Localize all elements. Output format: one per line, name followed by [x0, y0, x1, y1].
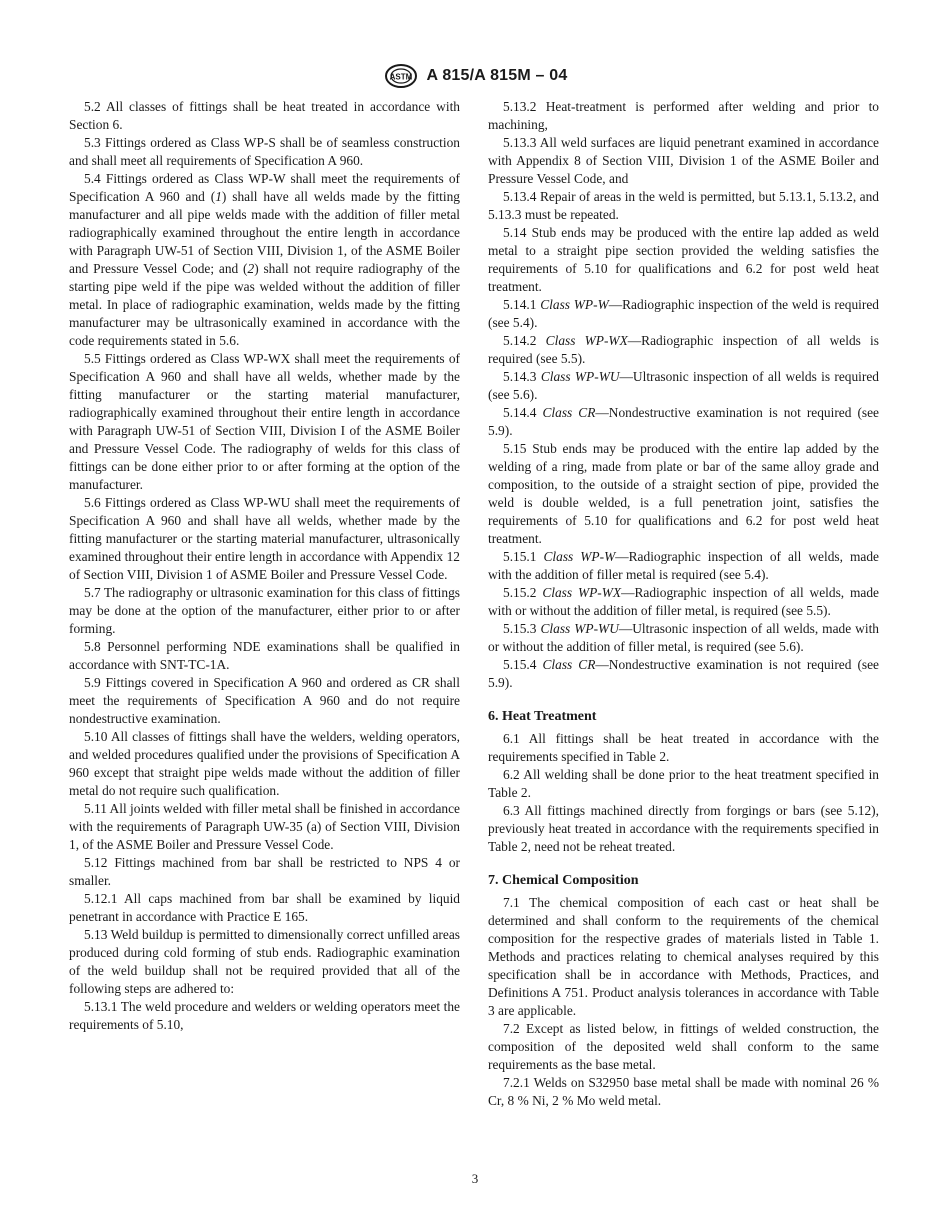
- paragraph-5-5: 5.5 Fittings ordered as Class WP-WX shall meet the requirements of Specification A 960 and shall have all welds, whether made by the fitting manufacturer or the starting material manufacturer, radiographically examined throughout their entire length in accordance with Paragraph UW-51 of Section VIII, Division I of the ASME Boiler and Pressure Vessel Code. The radiography of welds for this class of fittings can be done either prior to or after forming at the option of the manufacturer.: [69, 351, 460, 492]
- paragraph-5-15-4: [488, 656, 879, 692]
- clause-text: —Nondestructive examination is not required (see 5.9).: [488, 657, 879, 690]
- clause-text: —Radiographic inspection of all welds is required (see 5.5).: [488, 333, 879, 366]
- paragraph-5-4-part-b: ) shall have all welds made by the fitting manufacturer and all pipe welds made with the addition of filler metal radiographically examined throughout the entire length in accordance with Paragraph UW-51 of Section VIII, Division 1, of the ASME Boiler and Pressure Vessel Code; and (: [69, 189, 460, 276]
- list-marker-1: 1: [215, 189, 222, 204]
- clause-number: 5.14.2: [503, 333, 537, 348]
- clause-number: 5.15.1: [503, 549, 537, 564]
- clause-number: 5.14.1: [503, 297, 537, 312]
- class-name: Class WP-W: [543, 549, 616, 564]
- class-name: Class WP-WU: [540, 369, 620, 384]
- clause-number: 5.14.3: [503, 369, 537, 384]
- paragraph-5-15-2: [488, 584, 879, 620]
- left-column: [69, 98, 460, 1034]
- paragraph-5-12: 5.12 Fittings machined from bar shall be restricted to NPS 4 or smaller.: [69, 855, 460, 888]
- paragraph-5-7: 5.7 The radiography or ultrasonic examination for this class of fittings may be done at the option of the manufacturer, either prior to or after forming.: [69, 585, 460, 636]
- paragraph-5-14: 5.14 Stub ends may be produced with the entire lap added as weld metal to a straight pipe section provided the welding satisfies the requirements of 5.10 for qualifications and 6.2 for post weld heat treatment.: [488, 225, 879, 294]
- paragraph-5-15: 5.15 Stub ends may be produced with the entire lap added by the welding of a ring, made from plate or bar of the same alloy grade and composition, to the outside of a straight section of pipe, provided the weld is double welded, is a full penetration joint, satisfies the requirements of 5.10 for qualifications and 6.2 for post weld heat treatment.: [488, 441, 879, 546]
- list-marker-2: 2: [247, 261, 255, 276]
- paragraph-5-8: 5.8 Personnel performing NDE examinations shall be qualified in accordance with SNT-TC-1A.: [69, 639, 460, 672]
- paragraph-5-13: 5.13 Weld buildup is permitted to dimensionally correct unfilled areas produced during cold forming of stub ends. Radiographic examination of the weld buildup shall not be required provided that all of the following steps are adhered to:: [69, 927, 460, 996]
- paragraph-5-6: 5.6 Fittings ordered as Class WP-WU shall meet the requirements of Specification A 960 and shall have all welds, whether made by the fitting manufacturer or the starting material manufacturer, ultrasonically examined throughout their entire length in accordance with Appendix 12 of Section VIII, Division 1 of ASME Boiler and Pressure Vessel Code.: [69, 495, 460, 582]
- paragraph-6-3: 6.3 All fittings machined directly from forgings or bars (see 5.12), previously heat treated in accordance with the requirements specified in Table 2, need not be reheat treated.: [488, 803, 879, 854]
- page-number: 3: [471, 1171, 479, 1186]
- clause-number: 5.15.3: [503, 621, 537, 636]
- astm-logo-icon: [383, 63, 419, 89]
- class-name: Class CR: [542, 657, 596, 672]
- class-name: Class WP-WX: [545, 333, 628, 348]
- clause-text: —Ultrasonic inspection of all welds is required (see 5.6).: [488, 369, 879, 402]
- clause-number: 5.15.2: [503, 585, 537, 600]
- class-name: Class WP-W: [540, 297, 609, 312]
- paragraph-7-2-1: 7.2.1 Welds on S32950 base metal shall be made with nominal 26 % Cr, 8 % Ni, 2 % Mo weld metal.: [488, 1075, 879, 1108]
- paragraph-5-15-1: [488, 548, 879, 584]
- paragraph-7-1: 7.1 The chemical composition of each cast or heat shall be determined and shall conform to the requirements of the chemical composition for the respective grades of materials listed in Table 1. Methods and practices relating to chemical analyses required by this specification shall be in accordance with Methods, Practices, and Definitions A 751. Product analysis tolerances in accordance with Table 3 are applicable.: [488, 895, 879, 1018]
- paragraph-5-10: 5.10 All classes of fittings shall have the welders, welding operators, and welded procedures qualified under the provisions of Specification A 960 except that straight pipe welds made without the addition of filler metal do not require such qualification.: [69, 729, 460, 798]
- clause-text: —Radiographic inspection of all welds, made with or without the addition of filler metal, is required (see 5.5).: [488, 585, 879, 618]
- clause-text: —Radiographic inspection of all welds, made with the addition of filler metal is required (see 5.4).: [488, 549, 879, 582]
- class-name: Class WP-WU: [540, 621, 619, 636]
- class-name: Class WP-WX: [542, 585, 622, 600]
- clause-number: 5.14.4: [503, 405, 537, 420]
- paragraph-5-15-3: [488, 620, 879, 656]
- clause-text: —Nondestructive examination is not required (see 5.9).: [488, 405, 879, 438]
- paragraph-5-11: 5.11 All joints welded with filler metal shall be finished in accordance with the requirements of Paragraph UW-35 (a) of Section VIII, Division 1, of the ASME Boiler and Pressure Vessel Code.: [69, 801, 460, 852]
- section-heading-heat-treatment: 6. Heat Treatment: [488, 709, 597, 724]
- paragraph-5-3: 5.3 Fittings ordered as Class WP-S shall be of seamless construction and shall meet all requirements of Specification A 960.: [69, 135, 460, 168]
- document-designation: A 815/A 815M – 04: [426, 67, 568, 84]
- paragraph-5-14-2: [488, 332, 879, 368]
- paragraph-7-2: 7.2 Except as listed below, in fittings of welded construction, the composition of the deposited weld shall conform to the same requirements as the base metal.: [488, 1021, 879, 1072]
- paragraph-5-13-4: 5.13.4 Repair of areas in the weld is permitted, but 5.13.1, 5.13.2, and 5.13.3 must be repeated.: [488, 189, 879, 222]
- paragraph-5-4-part-a: 5.4 Fittings ordered as Class WP-W shall meet the requirements of Specification A 960 and (: [69, 171, 460, 204]
- paragraph-5-12-1: 5.12.1 All caps machined from bar shall be examined by liquid penetrant in accordance with Practice E 165.: [69, 891, 460, 924]
- paragraph-5-13-1: 5.13.1 The weld procedure and welders or welding operators meet the requirements of 5.10,: [69, 999, 460, 1032]
- page-header: [0, 63, 950, 89]
- paragraph-5-14-3: [488, 368, 879, 404]
- clause-text: —Ultrasonic inspection of all welds, made with or without the addition of filler metal, is required (see 5.6).: [488, 621, 879, 654]
- clause-text: —Radiographic inspection of the weld is required (see 5.4).: [488, 297, 879, 330]
- paragraph-5-4: [69, 170, 460, 350]
- paragraph-6-1: 6.1 All fittings shall be heat treated in accordance with the requirements specified in Table 2.: [488, 731, 879, 764]
- paragraph-5-14-1: [488, 296, 879, 332]
- paragraph-5-4-part-c: ) shall not require radiography of the starting pipe weld if the pipe was welded without the addition of filler metal. In place of radiographic examination, welds made by the fitting manufacturer may be ultrasonically examined in accordance with the code requirements stated in 5.6.: [69, 261, 460, 348]
- logo-text: ASTM: [389, 72, 412, 82]
- right-column: [488, 98, 879, 1110]
- clause-number: 5.15.4: [503, 657, 537, 672]
- paragraph-5-2: 5.2 All classes of fittings shall be heat treated in accordance with Section 6.: [69, 99, 460, 132]
- section-heading-chemical-composition: 7. Chemical Composition: [488, 873, 639, 888]
- class-name: Class CR: [542, 405, 596, 420]
- paragraph-5-9: 5.9 Fittings covered in Specification A 960 and ordered as CR shall meet the requirements of Specification A 960 and do not require nondestructive examination.: [69, 675, 460, 726]
- paragraph-5-13-2: 5.13.2 Heat-treatment is performed after welding and prior to machining,: [488, 99, 879, 132]
- paragraph-5-14-4: [488, 404, 879, 440]
- paragraph-5-13-3: 5.13.3 All weld surfaces are liquid penetrant examined in accordance with Appendix 8 of Section VIII, Division 1 of the ASME Boiler and Pressure Vessel Code, and: [488, 135, 879, 186]
- paragraph-6-2: 6.2 All welding shall be done prior to the heat treatment specified in Table 2.: [488, 767, 879, 800]
